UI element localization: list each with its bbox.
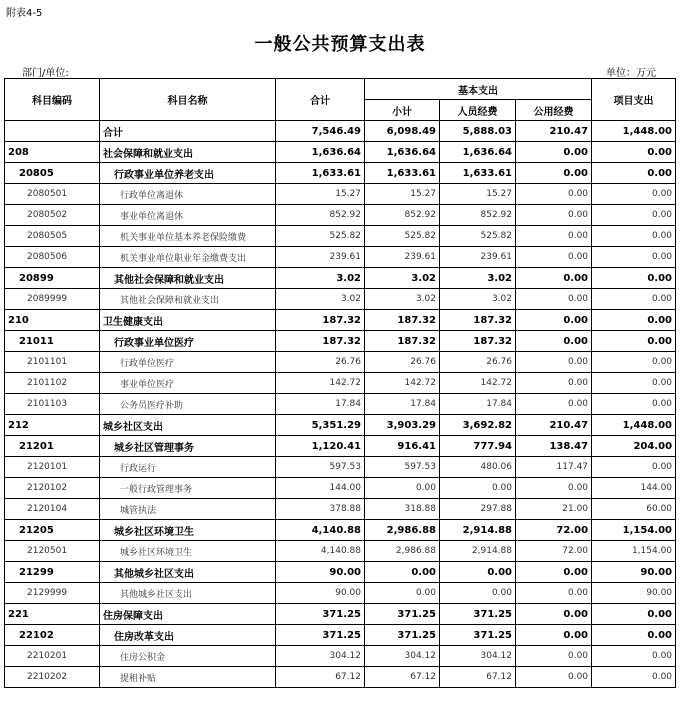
cell-total: 144.00 [276,478,365,499]
cell-total: 5,351.29 [276,415,365,436]
cell-subtotal: 3.02 [365,289,440,310]
cell-personnel: 0.00 [440,478,516,499]
cell-code: 221 [5,604,100,625]
header-project: 项目支出 [592,79,676,121]
cell-public: 210.47 [516,415,592,436]
cell-total: 597.53 [276,457,365,478]
cell-subtotal: 6,098.49 [365,121,440,142]
cell-name: 机关事业单位基本养老保险缴费 [100,226,276,247]
cell-project: 90.00 [592,562,676,583]
cell-code: 20899 [5,268,100,289]
table-row [5,562,676,583]
cell-personnel: 1,636.64 [440,142,516,163]
unit-label: 单位：万元 [606,68,656,79]
header-subtotal: 小计 [365,100,440,121]
cell-name: 行政运行 [100,457,276,478]
table-row [5,289,676,310]
cell-total: 67.12 [276,667,365,688]
cell-total: 7,546.49 [276,121,365,142]
cell-personnel: 1,633.61 [440,163,516,184]
cell-project: 0.00 [592,205,676,226]
cell-code: 20805 [5,163,100,184]
cell-public: 0.00 [516,247,592,268]
cell-code: 2080502 [5,205,100,226]
budget-table [4,78,676,688]
cell-code: 208 [5,142,100,163]
cell-public: 0.00 [516,373,592,394]
cell-project: 0.00 [592,310,676,331]
cell-project: 0.00 [592,646,676,667]
department-label: 部门/单位: [22,68,69,79]
cell-subtotal: 187.32 [365,331,440,352]
table-row [5,121,676,142]
table-row [5,331,676,352]
cell-total: 1,120.41 [276,436,365,457]
cell-public: 0.00 [516,289,592,310]
cell-subtotal: 239.61 [365,247,440,268]
cell-code: 2120101 [5,457,100,478]
cell-code: 2080506 [5,247,100,268]
table-row [5,499,676,520]
cell-name: 社会保障和就业支出 [100,142,276,163]
table-row [5,520,676,541]
header-code: 科目编码 [5,79,100,121]
table-row [5,436,676,457]
page-title: 一般公共预算支出表 [254,34,426,55]
table-row [5,604,676,625]
cell-code: 2101103 [5,394,100,415]
cell-subtotal: 2,986.88 [365,520,440,541]
cell-total: 90.00 [276,562,365,583]
table-row [5,352,676,373]
cell-code [5,121,100,142]
cell-personnel: 2,914.88 [440,520,516,541]
cell-total: 378.88 [276,499,365,520]
cell-project: 0.00 [592,268,676,289]
cell-public: 0.00 [516,310,592,331]
table-row [5,226,676,247]
cell-personnel: 480.06 [440,457,516,478]
table-row [5,310,676,331]
cell-project: 0.00 [592,373,676,394]
cell-personnel: 371.25 [440,604,516,625]
cell-personnel: 67.12 [440,667,516,688]
cell-subtotal: 67.12 [365,667,440,688]
cell-subtotal: 304.12 [365,646,440,667]
cell-subtotal: 597.53 [365,457,440,478]
cell-name: 城乡社区环境卫生 [100,541,276,562]
cell-name: 公务员医疗补助 [100,394,276,415]
cell-public: 117.47 [516,457,592,478]
cell-project: 1,154.00 [592,520,676,541]
cell-public: 0.00 [516,667,592,688]
cell-total: 90.00 [276,583,365,604]
cell-public: 0.00 [516,331,592,352]
cell-public: 72.00 [516,541,592,562]
cell-subtotal: 26.76 [365,352,440,373]
cell-public: 0.00 [516,142,592,163]
cell-code: 2101101 [5,352,100,373]
cell-name: 提租补贴 [100,667,276,688]
cell-personnel: 5,888.03 [440,121,516,142]
cell-code: 210 [5,310,100,331]
cell-personnel: 142.72 [440,373,516,394]
table-row [5,583,676,604]
cell-personnel: 525.82 [440,226,516,247]
cell-code: 2080505 [5,226,100,247]
cell-subtotal: 371.25 [365,604,440,625]
cell-name: 卫生健康支出 [100,310,276,331]
cell-public: 138.47 [516,436,592,457]
table-row [5,184,676,205]
table-row [5,478,676,499]
cell-personnel: 0.00 [440,583,516,604]
cell-code: 2129999 [5,583,100,604]
cell-project: 0.00 [592,457,676,478]
cell-project: 0.00 [592,247,676,268]
cell-total: 17.84 [276,394,365,415]
cell-public: 0.00 [516,163,592,184]
cell-total: 371.25 [276,604,365,625]
cell-name: 城乡社区环境卫生 [100,520,276,541]
cell-name: 住房公积金 [100,646,276,667]
cell-total: 1,636.64 [276,142,365,163]
cell-total: 26.76 [276,352,365,373]
cell-name: 城乡社区管理事务 [100,436,276,457]
cell-name: 城乡社区支出 [100,415,276,436]
cell-total: 239.61 [276,247,365,268]
cell-subtotal: 318.88 [365,499,440,520]
cell-subtotal: 3.02 [365,268,440,289]
table-row [5,247,676,268]
cell-subtotal: 3,903.29 [365,415,440,436]
cell-project: 60.00 [592,499,676,520]
cell-project: 0.00 [592,289,676,310]
cell-project: 90.00 [592,583,676,604]
cell-subtotal: 0.00 [365,583,440,604]
cell-name: 城管执法 [100,499,276,520]
cell-code: 2089999 [5,289,100,310]
cell-name: 行政单位离退休 [100,184,276,205]
cell-total: 3.02 [276,268,365,289]
table-row [5,541,676,562]
cell-subtotal: 2,986.88 [365,541,440,562]
cell-name: 其他城乡社区支出 [100,562,276,583]
cell-code: 21205 [5,520,100,541]
cell-project: 0.00 [592,226,676,247]
cell-total: 852.92 [276,205,365,226]
header-name: 科目名称 [100,79,276,121]
table-body [5,121,676,688]
table-row [5,667,676,688]
table-row [5,205,676,226]
cell-public: 0.00 [516,583,592,604]
cell-name: 其他社会保障和就业支出 [100,268,276,289]
cell-name: 行政事业单位养老支出 [100,163,276,184]
cell-code: 2120501 [5,541,100,562]
cell-subtotal: 142.72 [365,373,440,394]
cell-name: 住房保障支出 [100,604,276,625]
cell-public: 72.00 [516,520,592,541]
cell-project: 0.00 [592,184,676,205]
cell-code: 2210201 [5,646,100,667]
cell-public: 0.00 [516,184,592,205]
cell-personnel: 17.84 [440,394,516,415]
table-row [5,625,676,646]
cell-project: 204.00 [592,436,676,457]
cell-public: 0.00 [516,604,592,625]
cell-name: 住房改革支出 [100,625,276,646]
cell-code: 22102 [5,625,100,646]
cell-subtotal: 187.32 [365,310,440,331]
cell-personnel: 15.27 [440,184,516,205]
cell-name: 行政单位医疗 [100,352,276,373]
table-row [5,163,676,184]
cell-public: 210.47 [516,121,592,142]
cell-public: 0.00 [516,205,592,226]
header-basic: 基本支出 [365,79,592,100]
cell-name: 行政事业单位医疗 [100,331,276,352]
cell-code: 212 [5,415,100,436]
cell-personnel: 371.25 [440,625,516,646]
cell-personnel: 3.02 [440,289,516,310]
cell-personnel: 304.12 [440,646,516,667]
cell-total: 1,633.61 [276,163,365,184]
cell-code: 21201 [5,436,100,457]
header-total: 合计 [276,79,365,121]
cell-code: 21299 [5,562,100,583]
cell-project: 1,154.00 [592,541,676,562]
table-row [5,457,676,478]
cell-name: 一般行政管理事务 [100,478,276,499]
cell-public: 0.00 [516,562,592,583]
cell-name: 机关事业单位职业年金缴费支出 [100,247,276,268]
cell-public: 21.00 [516,499,592,520]
table-row [5,646,676,667]
table-row [5,415,676,436]
cell-subtotal: 916.41 [365,436,440,457]
attachment-label: 附表4-5 [6,8,43,19]
cell-name: 合计 [100,121,276,142]
cell-name: 事业单位医疗 [100,373,276,394]
cell-personnel: 3,692.82 [440,415,516,436]
cell-personnel: 297.88 [440,499,516,520]
cell-code: 21011 [5,331,100,352]
cell-subtotal: 0.00 [365,562,440,583]
cell-personnel: 26.76 [440,352,516,373]
cell-personnel: 3.02 [440,268,516,289]
cell-public: 0.00 [516,478,592,499]
cell-code: 2120102 [5,478,100,499]
cell-personnel: 239.61 [440,247,516,268]
cell-project: 0.00 [592,163,676,184]
cell-name: 其他社会保障和就业支出 [100,289,276,310]
cell-project: 0.00 [592,604,676,625]
cell-personnel: 2,914.88 [440,541,516,562]
cell-personnel: 0.00 [440,562,516,583]
cell-public: 0.00 [516,625,592,646]
cell-total: 304.12 [276,646,365,667]
cell-project: 0.00 [592,352,676,373]
cell-total: 4,140.88 [276,520,365,541]
table-row [5,373,676,394]
cell-code: 2210202 [5,667,100,688]
cell-total: 187.32 [276,331,365,352]
cell-personnel: 187.32 [440,310,516,331]
table-row [5,142,676,163]
cell-code: 2080501 [5,184,100,205]
cell-total: 187.32 [276,310,365,331]
cell-project: 0.00 [592,667,676,688]
cell-project: 1,448.00 [592,121,676,142]
header-personnel: 人员经费 [440,100,516,121]
cell-total: 3.02 [276,289,365,310]
cell-total: 371.25 [276,625,365,646]
cell-subtotal: 371.25 [365,625,440,646]
table-row [5,268,676,289]
cell-name: 事业单位离退休 [100,205,276,226]
cell-code: 2101102 [5,373,100,394]
cell-public: 0.00 [516,394,592,415]
cell-subtotal: 0.00 [365,478,440,499]
cell-project: 0.00 [592,394,676,415]
cell-subtotal: 1,636.64 [365,142,440,163]
cell-subtotal: 15.27 [365,184,440,205]
cell-project: 0.00 [592,331,676,352]
cell-subtotal: 1,633.61 [365,163,440,184]
cell-public: 0.00 [516,268,592,289]
cell-public: 0.00 [516,352,592,373]
cell-subtotal: 525.82 [365,226,440,247]
cell-public: 0.00 [516,226,592,247]
cell-total: 15.27 [276,184,365,205]
cell-code: 2120104 [5,499,100,520]
cell-public: 0.00 [516,646,592,667]
cell-project: 0.00 [592,625,676,646]
table-row [5,394,676,415]
cell-project: 1,448.00 [592,415,676,436]
cell-personnel: 852.92 [440,205,516,226]
cell-personnel: 777.94 [440,436,516,457]
cell-total: 525.82 [276,226,365,247]
cell-project: 144.00 [592,478,676,499]
header-public: 公用经费 [516,100,592,121]
cell-subtotal: 852.92 [365,205,440,226]
cell-name: 其他城乡社区支出 [100,583,276,604]
cell-personnel: 187.32 [440,331,516,352]
cell-project: 0.00 [592,142,676,163]
cell-total: 142.72 [276,373,365,394]
cell-total: 4,140.88 [276,541,365,562]
cell-subtotal: 17.84 [365,394,440,415]
